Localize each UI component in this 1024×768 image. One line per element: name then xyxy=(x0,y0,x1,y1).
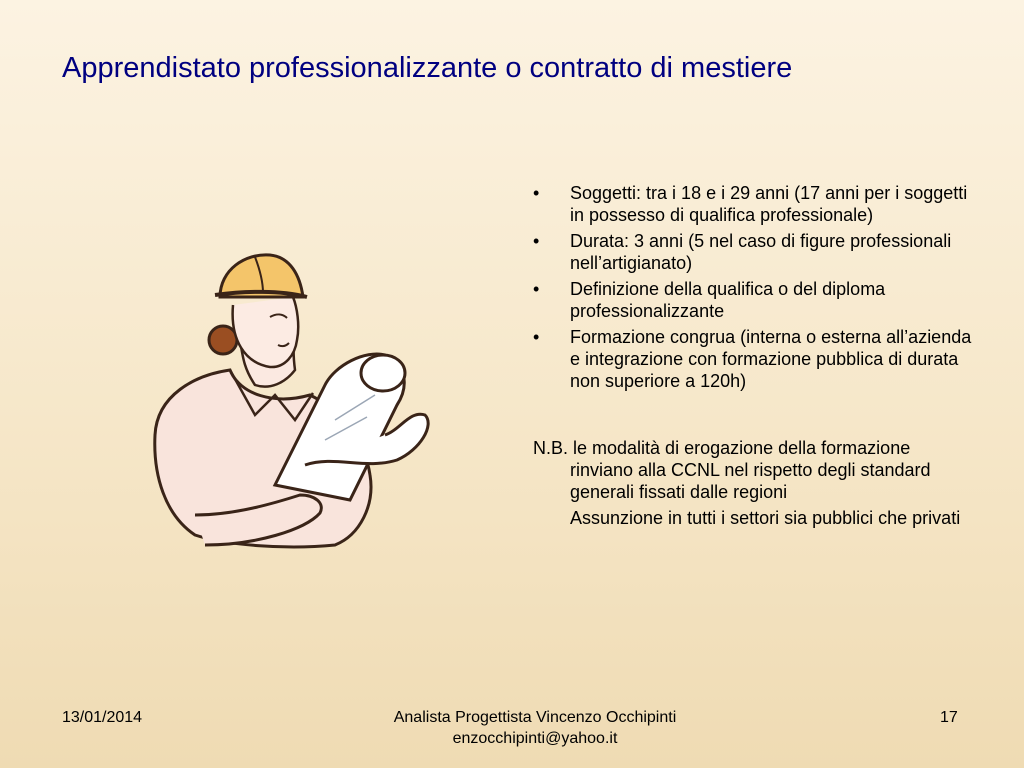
bullet-list xyxy=(533,182,973,392)
bullet-item: • Durata: 3 anni (5 nel caso di figure professionali nell’artigianato) xyxy=(533,230,973,274)
bullet-item: • Formazione congrua (interna o esterna all’azienda e integrazione con formazione pubblica di durata non superiore a 120h) xyxy=(533,326,973,392)
slide-body xyxy=(533,182,973,529)
footer-date: 13/01/2014 xyxy=(62,709,143,726)
bullet-item: • Definizione della qualifica o del diploma professionalizzante xyxy=(533,278,973,322)
note-continuation: Assunzione in tutti i settori sia pubblici che privati xyxy=(570,508,961,528)
page-number: 17 xyxy=(940,709,958,726)
footer-author: Analista Progettista Vincenzo Occhipinti xyxy=(393,709,677,726)
note-text: N.B. le modalità di erogazione della formazione rinviano alla CCNL nel rispetto degli standard generali fissati dalle regioni xyxy=(533,438,931,502)
bullet-item: • Soggetti: tra i 18 e i 29 anni (17 anni per i soggetti in possesso di qualifica professionale) xyxy=(533,182,973,226)
slide-title: Apprendistato professionalizzante o contratto di mestiere xyxy=(62,52,793,84)
footer-author-block xyxy=(312,707,758,749)
worker-with-blueprints-icon xyxy=(135,245,435,560)
footer-email: enzocchipinti@yahoo.it xyxy=(452,730,618,747)
